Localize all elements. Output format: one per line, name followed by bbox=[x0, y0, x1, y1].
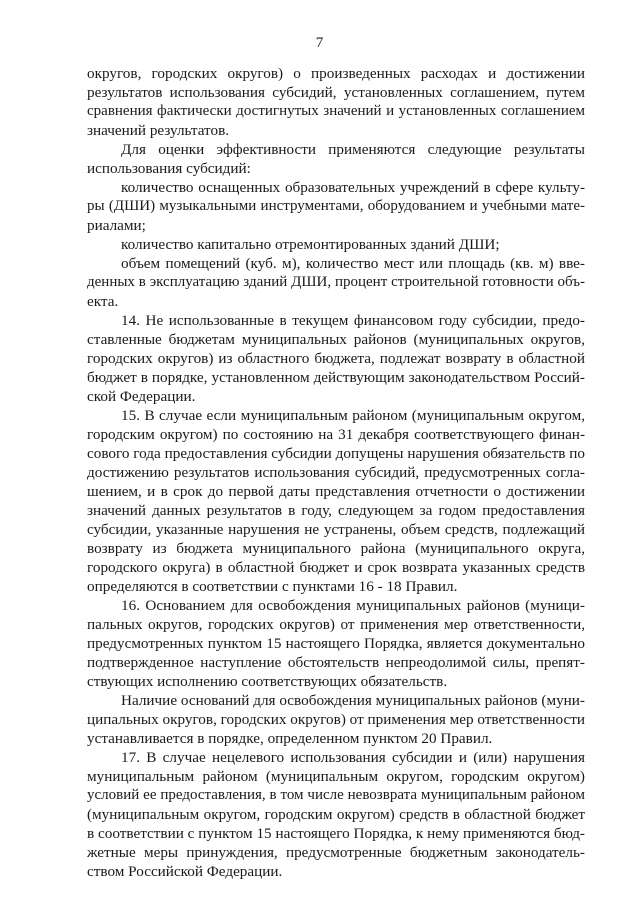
text-line: значений данных результатов в году, следующем за годом предоставления bbox=[87, 502, 585, 519]
text-line: возврату из бюджета муниципального района (муниципального округа, bbox=[87, 540, 585, 557]
text-line: шением, и в срок до первой даты представления отчетности о достижении bbox=[87, 483, 585, 500]
text-line: значений результатов. bbox=[87, 122, 230, 139]
text-line: количество оснащенных образовательных учреждений в сфере культу- bbox=[121, 179, 585, 196]
text-line: ставленные бюджетам муниципальных районов (муниципальных округов, bbox=[87, 331, 585, 348]
text-line: субсидии, указанные нарушения не устранены, объем средств, подлежащий bbox=[87, 521, 585, 538]
text-line: риалами; bbox=[87, 217, 146, 234]
text-line: ципальных округов, городских округов) от применения мер ответственности bbox=[87, 711, 585, 728]
document-body bbox=[87, 64, 585, 881]
text-line: городских округов) из областного бюджета, подлежат возврату в областной bbox=[87, 350, 585, 367]
text-line: предусмотренных пунктом 15 настоящего Порядка, является документально bbox=[87, 635, 585, 652]
text-line: ством Российской Федерации. bbox=[87, 863, 283, 880]
text-line: подтвержденное наступление обстоятельств непреодолимой силы, препят- bbox=[87, 654, 585, 671]
text-line: жетные меры принуждения, предусмотренные бюджетным законодатель- bbox=[87, 844, 585, 861]
text-line: муниципальным районом (муниципальным округом, городским округом) bbox=[87, 768, 585, 785]
text-line: денных в эксплуатацию зданий ДШИ, процент строительной готовности объ- bbox=[87, 274, 585, 290]
text-line: ры (ДШИ) музыкальными инструментами, оборудованием и учебными мате- bbox=[87, 198, 585, 214]
text-line: использования субсидий: bbox=[87, 160, 251, 177]
text-line: округов, городских округов) о произведенных расходах и достижении bbox=[87, 65, 585, 82]
text-line: сравнения фактически достигнутых значений и установленных соглашением bbox=[87, 103, 585, 119]
text-line: количество капитально отремонтированных зданий ДШИ; bbox=[121, 236, 500, 253]
text-line: Наличие оснований для освобождения муниципальных районов (муни- bbox=[121, 692, 585, 709]
text-line: сового года предоставления субсидии допущены нарушения обязательств по bbox=[87, 445, 585, 462]
text-line: объем помещений (куб. м), количество мест или площадь (кв. м) вве- bbox=[121, 255, 585, 272]
text-line: 16. Основанием для освобождения муниципальных районов (муници- bbox=[121, 597, 585, 614]
text-line: результатов использования субсидий, установленных соглашением, путем bbox=[87, 84, 585, 101]
text-line: условий ее предоставления, в том числе невозврата муниципальным районом bbox=[87, 787, 585, 803]
text-line: (муниципальным округом, городским округом) средств в областной бюджет bbox=[87, 806, 585, 823]
text-line: пальных округов, городских округов) от применения мер ответственности, bbox=[87, 616, 585, 633]
text-line: 17. В случае нецелевого использования субсидии и (или) нарушения bbox=[121, 749, 585, 766]
text-line: достижению результатов использования субсидий, предусмотренных согла- bbox=[87, 464, 585, 481]
text-line: 14. Не использованные в текущем финансовом году субсидии, предо- bbox=[121, 312, 585, 329]
text-line: ской Федерации. bbox=[87, 388, 196, 405]
text-line: городского округа) в областной бюджет и срок возврата указанных средств bbox=[87, 559, 585, 576]
text-line: Для оценки эффективности применяются следующие результаты bbox=[121, 141, 585, 158]
text-line: городским округом) по состоянию на 31 декабря соответствующего финан- bbox=[87, 426, 585, 443]
text-line: ствующих исполнению соответствующих обязательств. bbox=[87, 673, 448, 690]
text-line: в соответствии с пунктом 15 настоящего Порядка, к нему применяются бюд- bbox=[87, 825, 585, 842]
text-line: 15. В случае если муниципальным районом (муниципальным округом, bbox=[121, 407, 585, 424]
page-number: 7 bbox=[315, 35, 324, 51]
text-line: екта. bbox=[87, 293, 119, 310]
text-line: устанавливается в порядке, определенном пунктом 20 Правил. bbox=[87, 730, 493, 747]
text-line: определяются в соответствии с пунктами 16 - 18 Правил. bbox=[87, 578, 458, 595]
text-line: бюджет в порядке, установленном действующим законодательством Россий- bbox=[87, 369, 585, 386]
